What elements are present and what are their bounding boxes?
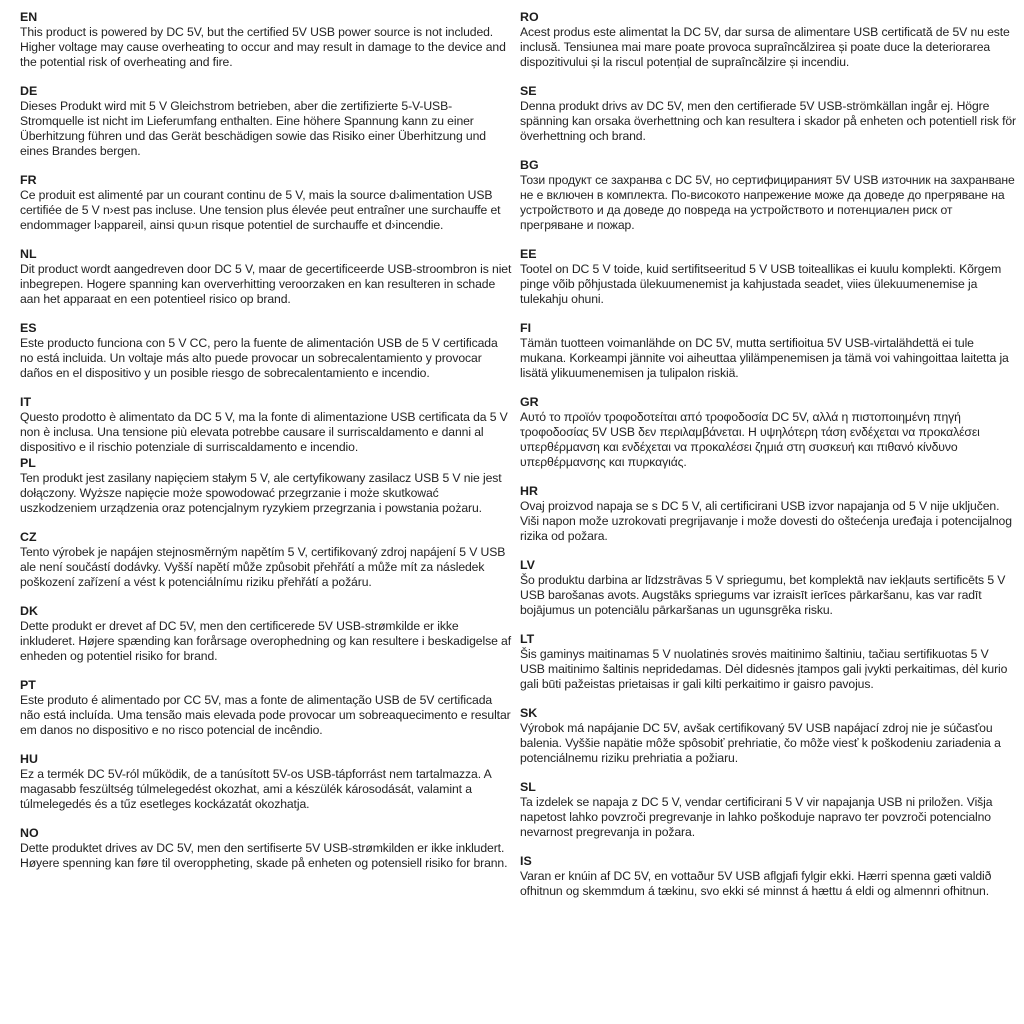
section-bg — [520, 158, 1016, 233]
section-pl — [20, 456, 512, 516]
language-code-label: PT — [20, 678, 36, 692]
language-code-label: BG — [520, 158, 539, 172]
notice-text: Dette produkt er drevet af DC 5V, men den certificerede 5V USB-strømkilde er ikke inkluderet. Højere spænding kan forårsage overophedning og kan resultere i beskadigelse af enheden og potentiel risiko for brand. — [20, 619, 511, 663]
notice-text: Ten produkt jest zasilany napięciem stałym 5 V, ale certyfikowany zasilacz USB 5 V nie jest dołączony. Wyższe napięcie może spowodować przegrzanie i może skutkować uszkodzeniem urządzenia oraz potencjalnym ryzykiem przegrzania i powstania pożaru. — [20, 471, 502, 515]
section-gr — [520, 395, 1016, 470]
notice-text: Ce produit est alimenté par un courant continu de 5 V, mais la source d›alimentation USB certifiée de 5 V n›est pas incluse. Une tension plus élevée peut entraîner une surchauffe et endommager l›appareil, ainsi qu›un risque potentiel de surchauffe et d›incendie. — [20, 188, 501, 232]
section-lv — [520, 558, 1016, 618]
notice-text: Αυτό το προϊόν τροφοδοτείται από τροφοδοσία DC 5V, αλλά η πιστοποιημένη πηγή τροφοδοσίας 5V USB δεν περιλαμβάνεται. Η υψηλότερη τάση ενδέχεται να προκαλέσει υπερθέρμανση και ενδέχεται να προκαλέσει ζημιά στη συσκευή και πιθανό κίνδυνο υπερθέρμανσης και πυρκαγιάς. — [520, 410, 980, 469]
language-code-label: IS — [520, 854, 532, 868]
language-code-label: NO — [20, 826, 39, 840]
language-code-label: PL — [20, 456, 36, 470]
section-nl — [20, 247, 512, 307]
notice-text: Ez a termék DC 5V-ról működik, de a tanúsított 5V-os USB-tápforrást nem tartalmazza. A magasabb feszültség túlmelegedést okozhat, ami a készülék károsodását, valamint a túlmelegedés és a tűz esetleges kockázatát okozhatja. — [20, 767, 491, 811]
section-dk — [20, 604, 512, 664]
language-code-label: GR — [520, 395, 539, 409]
section-no — [20, 826, 512, 871]
language-code-label: EE — [520, 247, 537, 261]
section-cz — [20, 530, 512, 590]
notice-text: Varan er knúin af DC 5V, en vottaður 5V USB aflgjafi fylgir ekki. Hærri spenna gæti valdið ofhitnun og skemmdum á tækinu, svo ekki sé minnst á hættu á eldi og almennri ofhitnun. — [520, 869, 992, 898]
section-it — [20, 395, 512, 455]
language-code-label: DE — [20, 84, 38, 98]
notice-text: Šis gaminys maitinamas 5 V nuolatinės srovės maitinimo šaltiniu, tačiau sertifikuotas 5 V USB maitinimo šaltinis nepridedamas. Dėl didesnės įtampos gali įvykti perkaitimas, dėl kurio gali būti pažeistas prietaisas ir gali kilti perkaitimo ir gaisro pavojus. — [520, 647, 1008, 691]
language-code-label: ES — [20, 321, 37, 335]
section-en — [20, 10, 512, 70]
section-pt — [20, 678, 512, 738]
notice-text: Този продукт се захранва с DC 5V, но сертифицираният 5V USB източник на захранване не е включен в комплекта. По-високото напрежение може да доведе до прегряване на устройството и да доведе до повреда на устройството и потенциален риск от прегряване и пожар. — [520, 173, 1015, 232]
column-right — [520, 10, 1016, 1024]
language-code-label: CZ — [20, 530, 37, 544]
language-code-label: LT — [520, 632, 535, 646]
notice-text: Šo produktu darbina ar līdzstrāvas 5 V spriegumu, bet komplektā nav iekļauts sertificēts 5 V USB barošanas avots. Augstāks spriegums var izraisīt ierīces pārkaršanu, kas var radīt bojājumus un potenciālu pārkaršanas un ugunsgrēka risku. — [520, 573, 1006, 617]
notice-text: Este produto é alimentado por CC 5V, mas a fonte de alimentação USB de 5V certificada não está incluída. Uma tensão mais elevada pode provocar um sobreaquecimento e resultar em danos no dispositivo e no risco potencial de incêndio. — [20, 693, 511, 737]
language-code-label: FI — [520, 321, 532, 335]
section-fr — [20, 173, 512, 233]
section-ee — [520, 247, 1016, 307]
notice-text: Dit product wordt aangedreven door DC 5 V, maar de gecertificeerde USB-stroombron is niet inbegrepen. Hogere spanning kan oververhitting veroorzaken en kan resulteren in schade aan het apparaat en een potentieel risico op brand. — [20, 262, 512, 306]
notice-text: Ta izdelek se napaja z DC 5 V, vendar certificirani 5 V vir napajanja USB ni priložen. Višja napetost lahko povzroči pregrevanje in lahko poškoduje napravo ter povzroči potencialno nevarnost pregrevanja in požara. — [520, 795, 993, 839]
section-es — [20, 321, 512, 381]
notice-text: Ovaj proizvod napaja se s DC 5 V, ali certificirani USB izvor napajanja od 5 V nije uključen. Viši napon može uzrokovati pregrijavanje i može dovesti do oštećenja uređaja i potencijalnog rizika od požara. — [520, 499, 1012, 543]
section-ro — [520, 10, 1016, 70]
section-hu — [20, 752, 512, 812]
notice-text: This product is powered by DC 5V, but the certified 5V USB power source is not included. Higher voltage may cause overheating to occur and may result in damage to the device and the potential risk of overheating and fire. — [20, 25, 506, 69]
section-hr — [520, 484, 1016, 544]
column-left — [20, 10, 512, 1024]
language-code-label: EN — [20, 10, 38, 24]
notice-text: Dette produktet drives av DC 5V, men den sertifiserte 5V USB-strømkilden er ikke inkludert. Høyere spenning kan føre til overoppheting, skade på enheten og potensiell risiko for brann. — [20, 841, 508, 870]
language-code-label: SL — [520, 780, 536, 794]
section-se — [520, 84, 1016, 144]
language-code-label: NL — [20, 247, 37, 261]
language-code-label: HR — [520, 484, 538, 498]
section-is — [520, 854, 1016, 899]
language-code-label: DK — [20, 604, 38, 618]
language-code-label: RO — [520, 10, 539, 24]
section-sl — [520, 780, 1016, 840]
notice-text: Questo prodotto è alimentato da DC 5 V, ma la fonte di alimentazione USB certificata da 5 V non è inclusa. Una tensione più elevata potrebbe causare il surriscaldamento e danni al dispositivo e il rischio potenziale di surriscaldamento e incendio. — [20, 410, 508, 454]
notice-text: Tämän tuotteen voimanlähde on DC 5V, mutta sertifioitua 5V USB-virtalähdettä ei tule mukana. Korkeampi jännite voi aiheuttaa ylilämpenemisen ja tämä voi vahingoittaa laitetta ja lisätä ylikuumenemisen ja tulipalon riskiä. — [520, 336, 1009, 380]
notice-text: Dieses Produkt wird mit 5 V Gleichstrom betrieben, aber die zertifizierte 5-V-USB-Stromquelle ist nicht im Lieferumfang enthalten. Eine höhere Spannung kann zu einer Überhitzung führen und das Gerät beschädigen sowie das Risiko einer Überhitzung und eines Brandes bergen. — [20, 99, 486, 158]
notice-text: Tootel on DC 5 V toide, kuid sertifitseeritud 5 V USB toiteallikas ei kuulu komplekti. Kõrgem pinge võib põhjustada ülekuumenemist ja kahjustada seadet, viies ülekuumenemise ja tulekahju ohuni. — [520, 262, 1002, 306]
section-fi — [520, 321, 1016, 381]
language-code-label: LV — [520, 558, 535, 572]
language-code-label: SK — [520, 706, 538, 720]
notice-text: Denna produkt drivs av DC 5V, men den certifierade 5V USB-strömkällan ingår ej. Högre spänning kan orsaka överhettning och kan resultera i skador på enheten och potentiell risk för överhettning och brand. — [520, 99, 1017, 143]
language-code-label: SE — [520, 84, 537, 98]
notice-text: Výrobok má napájanie DC 5V, avšak certifikovaný 5V USB napájací zdroj nie je súčasťou balenia. Vyššie napätie môže spôsobiť prehriatie, čo môže viesť k poškodeniu zariadenia a potenciálnemu riziku prehriatia a požiaru. — [520, 721, 1001, 765]
section-sk — [520, 706, 1016, 766]
language-code-label: HU — [20, 752, 38, 766]
section-lt — [520, 632, 1016, 692]
notice-text: Este producto funciona con 5 V CC, pero la fuente de alimentación USB de 5 V certificada no está incluida. Un voltaje más alto puede provocar un sobrecalentamiento y provocar daños en el dispositivo y un posible riesgo de sobrecalentamiento e incendio. — [20, 336, 498, 380]
notice-text: Tento výrobek je napájen stejnosměrným napětím 5 V, certifikovaný zdroj napájení 5 V USB ale není součástí dodávky. Vyšší napětí může způsobit přehřátí a může mít za následek poškození zařízení a vést k potenciálnímu riziku přehřátí a požáru. — [20, 545, 506, 589]
language-code-label: FR — [20, 173, 37, 187]
language-code-label: IT — [20, 395, 32, 409]
section-de — [20, 84, 512, 159]
notice-text: Acest produs este alimentat la DC 5V, dar sursa de alimentare USB certificată de 5V nu este inclusă. Tensiunea mai mare poate provoca supraîncălzirea și poate duce la deteriorarea dispozitivului și la riscul potențial de supraîncălzire și incendiu. — [520, 25, 1010, 69]
